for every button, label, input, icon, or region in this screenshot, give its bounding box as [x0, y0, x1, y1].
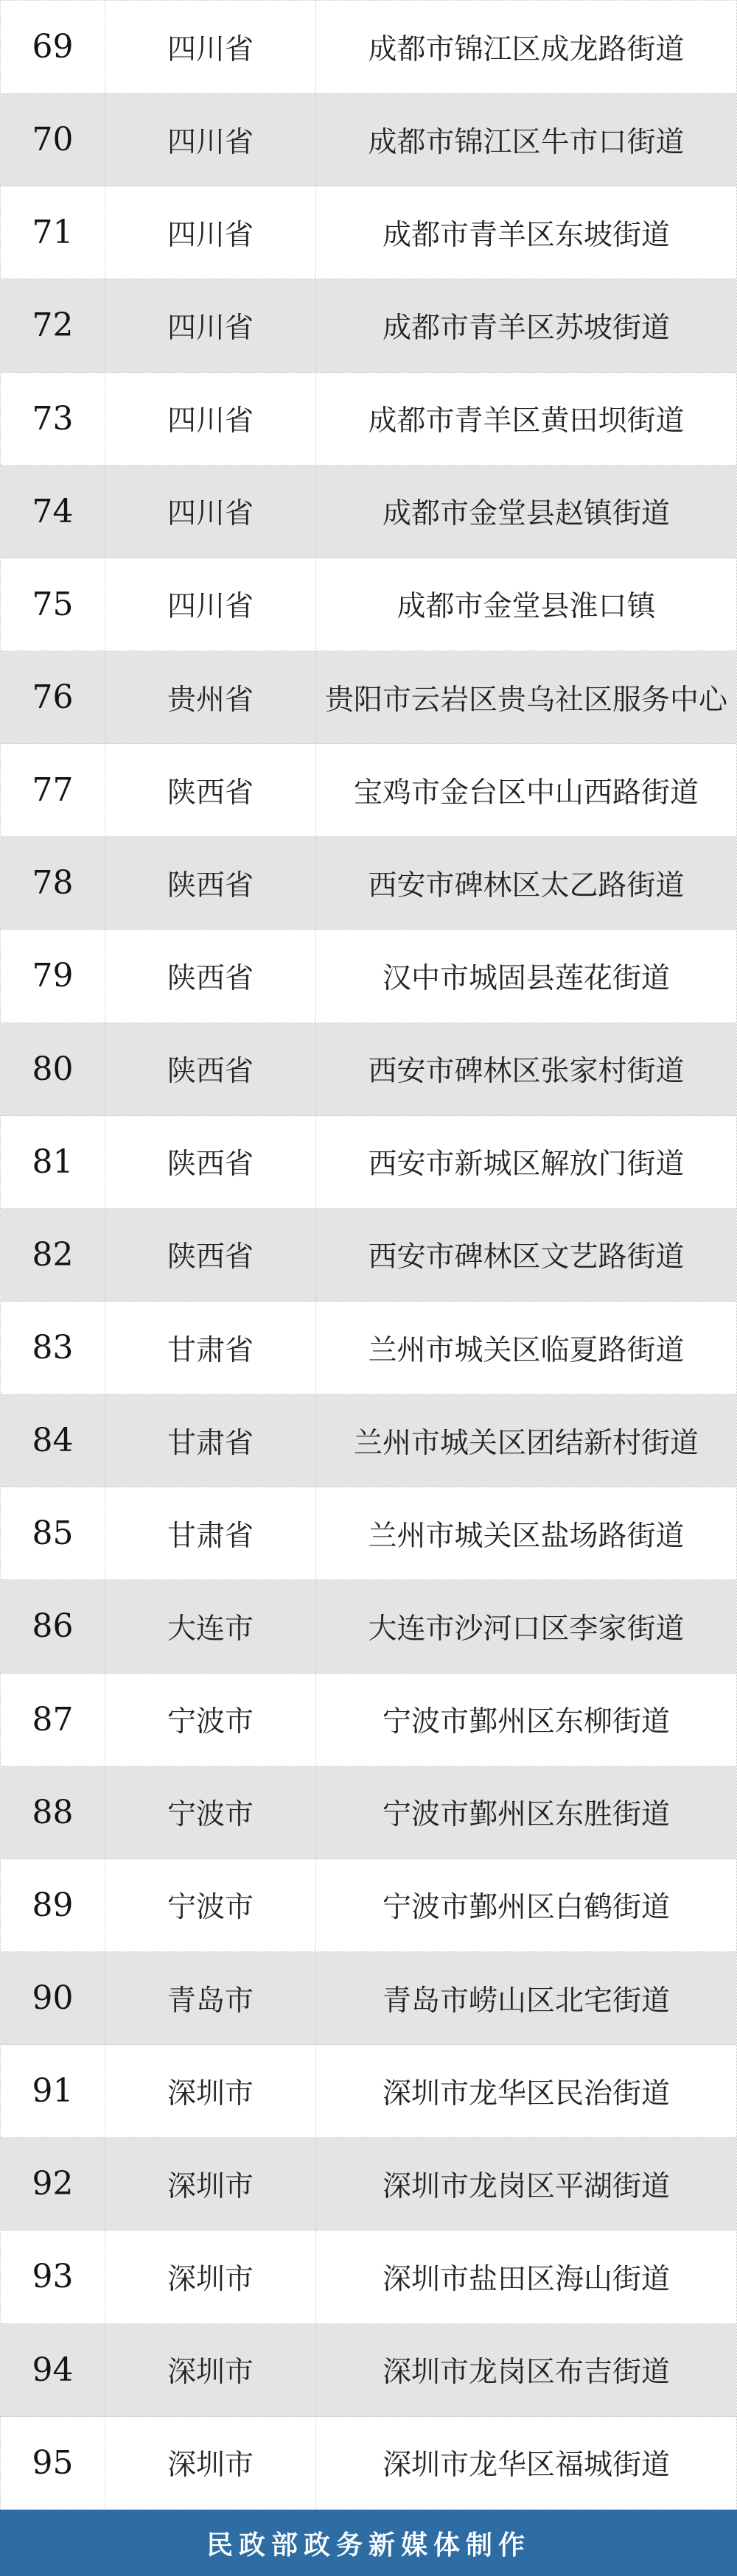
table-row: [1, 744, 736, 837]
row-street-cell: 深圳市龙华区民治街道: [382, 2077, 670, 2110]
table-row: [1, 1209, 736, 1302]
table-row: [1, 2231, 736, 2323]
row-number-cell: 84: [1, 1394, 105, 1487]
row-province-cell: 四川省: [105, 186, 316, 278]
table-row: [1, 558, 736, 651]
table-row: [1, 186, 736, 279]
row-number-cell: 86: [1, 1580, 105, 1672]
table-row: [1, 1023, 736, 1116]
row-street-cell: 青岛市崂山区北宅街道: [382, 1984, 670, 2017]
table-row: [1, 651, 736, 744]
row-province-cell: 陕西省: [105, 837, 316, 929]
row-province-cell: 四川省: [105, 1, 316, 93]
row-province-cell: 甘肃省: [105, 1394, 316, 1487]
table-row: [1, 2417, 736, 2510]
table-row: [1, 1766, 736, 1859]
row-street-cell: 成都市锦江区成龙路街道: [368, 33, 685, 66]
row-province-cell: 宁波市: [105, 1766, 316, 1859]
table-row: [1, 2045, 736, 2138]
row-street-cell: 宁波市鄞州区东柳街道: [382, 1706, 670, 1738]
row-number-cell: 70: [1, 94, 105, 186]
row-number-cell: 76: [1, 651, 105, 743]
row-number-cell: 78: [1, 837, 105, 929]
row-street-cell: 深圳市龙岗区平湖街道: [382, 2170, 670, 2203]
row-street-cell: 成都市青羊区东坡街道: [382, 219, 670, 251]
row-province-cell: 陕西省: [105, 1209, 316, 1301]
row-street-cell: 成都市金堂县赵镇街道: [382, 498, 670, 530]
row-number-cell: 74: [1, 466, 105, 558]
row-number-cell: 82: [1, 1209, 105, 1301]
row-province-cell: 陕西省: [105, 1023, 316, 1115]
footer-banner: [0, 2510, 737, 2576]
row-number-cell: 88: [1, 1766, 105, 1859]
row-number-cell: 73: [1, 373, 105, 465]
row-number-cell: 89: [1, 1859, 105, 1951]
row-street-cell: 成都市青羊区黄田坝街道: [368, 405, 685, 438]
row-province-cell: 深圳市: [105, 2045, 316, 2137]
row-province-cell: 四川省: [105, 279, 316, 371]
row-street-cell: 兰州市城关区团结新村街道: [353, 1427, 699, 1459]
row-province-cell: 四川省: [105, 558, 316, 650]
row-number-cell: 75: [1, 558, 105, 650]
row-street-cell: 宝鸡市金台区中山西路街道: [353, 776, 699, 809]
table-row: [1, 930, 736, 1022]
table-row: [1, 94, 736, 186]
row-street-cell: 西安市碑林区文艺路街道: [368, 1241, 685, 1274]
footer-credit-label: 民政部政务新媒体制作: [206, 2529, 531, 2560]
row-street-cell: 西安市新城区解放门街道: [368, 1148, 685, 1181]
table-row: [1, 466, 736, 558]
table-row: [1, 1, 736, 94]
row-number-cell: 69: [1, 1, 105, 93]
row-province-cell: 宁波市: [105, 1674, 316, 1766]
table-row: [1, 1674, 736, 1766]
table-row: [1, 2138, 736, 2231]
row-province-cell: 四川省: [105, 466, 316, 558]
row-number-cell: 83: [1, 1302, 105, 1394]
row-province-cell: 深圳市: [105, 2138, 316, 2230]
table-row: [1, 1859, 736, 1952]
row-street-cell: 汉中市城固县莲花街道: [382, 962, 670, 994]
row-street-cell: 宁波市鄞州区白鹤街道: [382, 1892, 670, 1924]
table-row: [1, 1952, 736, 2045]
row-number-cell: 85: [1, 1487, 105, 1579]
row-street-cell: 深圳市龙岗区布吉街道: [382, 2356, 670, 2389]
row-number-cell: 81: [1, 1116, 105, 1208]
row-province-cell: 贵州省: [105, 651, 316, 743]
table-row: [1, 373, 736, 466]
table-row: [1, 837, 736, 930]
row-province-cell: 陕西省: [105, 744, 316, 836]
row-province-cell: 深圳市: [105, 2417, 316, 2509]
row-number-cell: 71: [1, 186, 105, 278]
row-province-cell: 陕西省: [105, 1116, 316, 1208]
row-province-cell: 四川省: [105, 373, 316, 465]
table-row: [1, 1580, 736, 1673]
row-number-cell: 87: [1, 1674, 105, 1766]
row-number-cell: 80: [1, 1023, 105, 1115]
row-street-cell: 深圳市龙华区福城街道: [382, 2449, 670, 2482]
row-province-cell: 宁波市: [105, 1859, 316, 1951]
row-number-cell: 92: [1, 2138, 105, 2230]
row-street-cell: 大连市沙河口区李家街道: [368, 1612, 685, 1645]
table-row: [1, 1487, 736, 1580]
table-row: [1, 2324, 736, 2417]
row-province-cell: 陕西省: [105, 930, 316, 1022]
row-street-cell: 成都市金堂县淮口镇: [397, 591, 656, 623]
row-number-cell: 72: [1, 279, 105, 371]
row-province-cell: 大连市: [105, 1580, 316, 1672]
row-province-cell: 甘肃省: [105, 1302, 316, 1394]
table-row: [1, 279, 736, 372]
row-province-cell: 深圳市: [105, 2324, 316, 2416]
row-province-cell: 甘肃省: [105, 1487, 316, 1579]
row-number-cell: 79: [1, 930, 105, 1022]
row-street-cell: 成都市锦江区牛市口街道: [368, 126, 685, 158]
row-street-cell: 兰州市城关区盐场路街道: [368, 1520, 685, 1552]
row-number-cell: 77: [1, 744, 105, 836]
row-number-cell: 94: [1, 2324, 105, 2416]
row-street-cell: 贵阳市云岩区贵乌社区服务中心: [324, 684, 727, 716]
table-row: [1, 1394, 736, 1487]
table-row: [1, 1302, 736, 1394]
row-street-cell: 兰州市城关区临夏路街道: [368, 1334, 685, 1366]
row-province-cell: 四川省: [105, 94, 316, 186]
row-number-cell: 95: [1, 2417, 105, 2509]
row-street-cell: 西安市碑林区张家村街道: [368, 1056, 685, 1088]
row-province-cell: 深圳市: [105, 2231, 316, 2323]
row-street-cell: 西安市碑林区太乙路街道: [368, 869, 685, 902]
row-street-cell: 成都市青羊区苏坡街道: [382, 312, 670, 344]
row-number-cell: 90: [1, 1952, 105, 2044]
table-row: [1, 1116, 736, 1209]
row-number-cell: 93: [1, 2231, 105, 2323]
row-street-cell: 宁波市鄞州区东胜街道: [382, 1799, 670, 1831]
row-number-cell: 91: [1, 2045, 105, 2137]
row-street-cell: 深圳市盐田区海山街道: [382, 2263, 670, 2295]
row-province-cell: 青岛市: [105, 1952, 316, 2044]
